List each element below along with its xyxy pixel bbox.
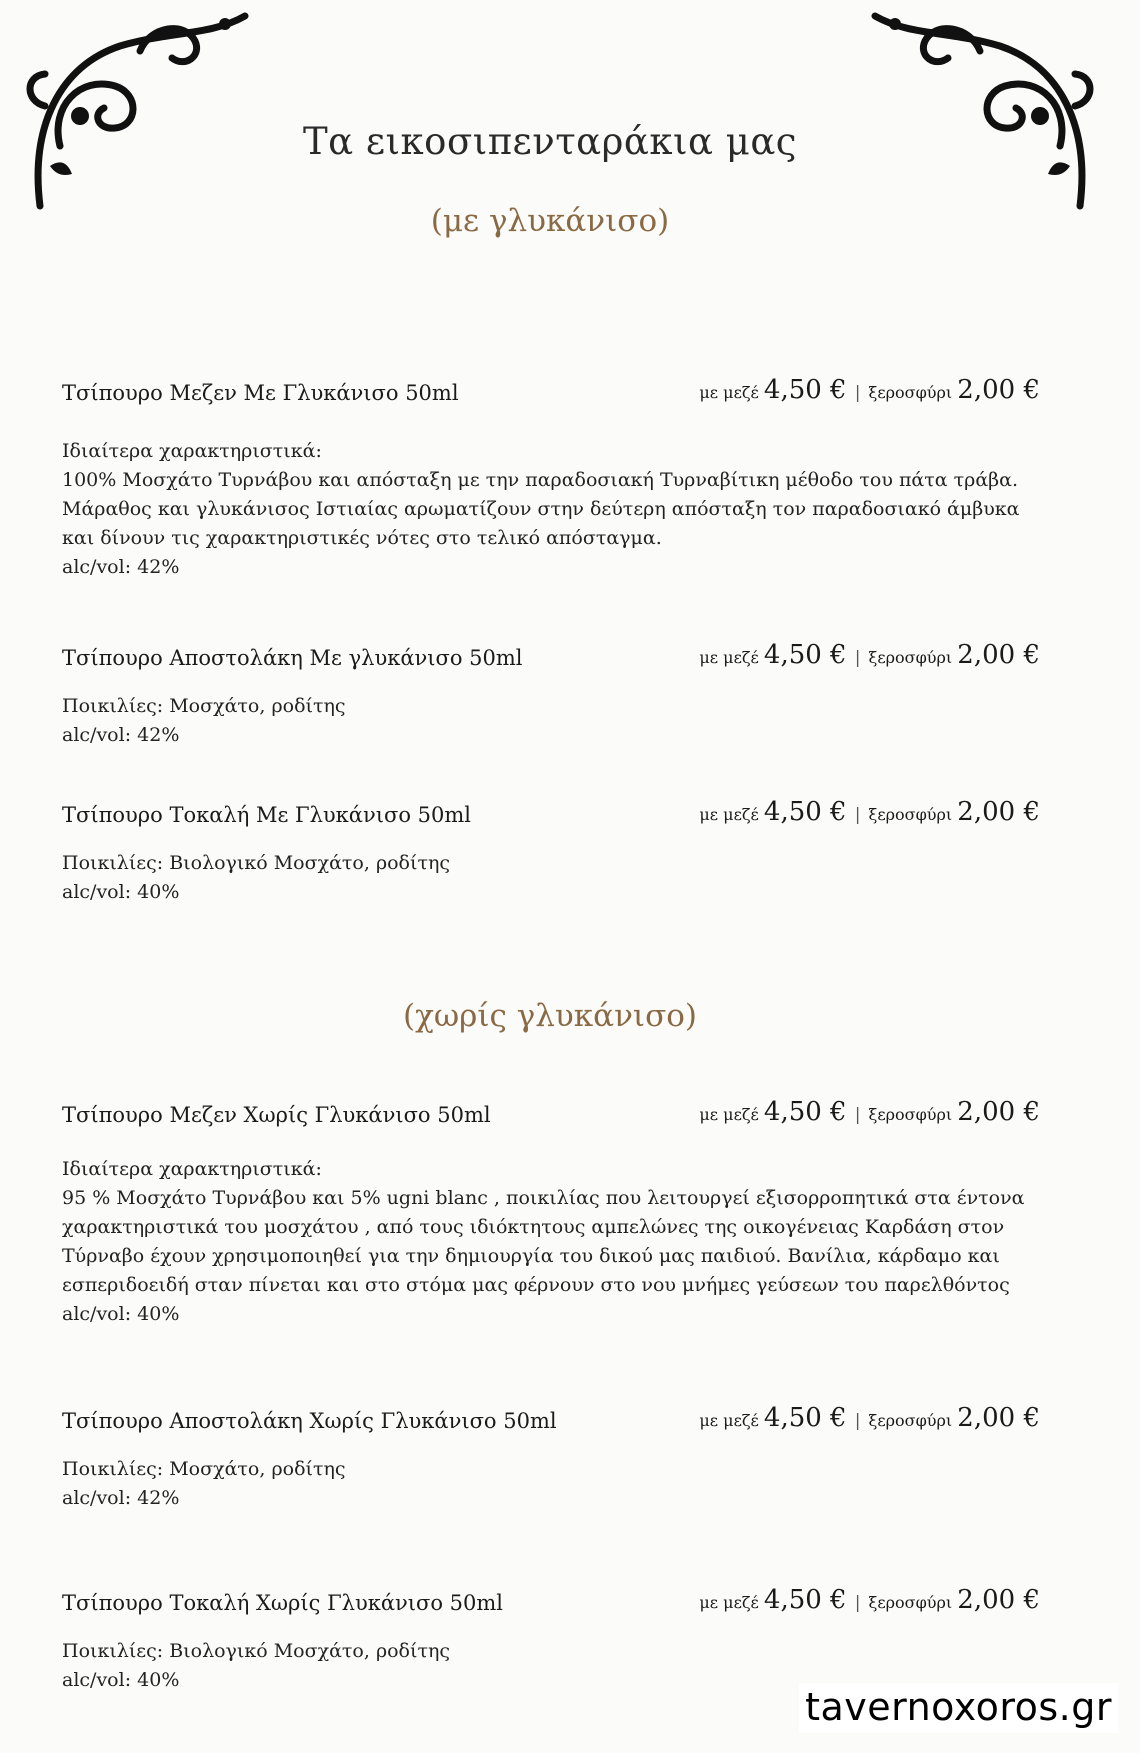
- menu-item: [62, 640, 1040, 750]
- price-label-dry: ξεροσφύρι: [868, 805, 953, 824]
- price-meze: 4,50 €: [763, 1585, 847, 1615]
- details-text: Μοσχάτο, ροδίτης: [169, 1458, 346, 1480]
- section-heading-with-anise: (με γλυκάνισο): [430, 203, 670, 239]
- page-title: Τα εικοσιπενταράκια μας: [302, 120, 798, 163]
- item-details: [62, 849, 1040, 907]
- alc-vol: alc/vol: 40%: [62, 881, 180, 903]
- details-label: Ιδιαίτερα χαρακτηριστικά:: [62, 440, 322, 462]
- price-meze: 4,50 €: [763, 375, 847, 405]
- price-label-meze: με μεζέ: [699, 1105, 759, 1124]
- price-meze: 4,50 €: [763, 1403, 847, 1433]
- item-price: [699, 640, 1040, 670]
- details-text: 95 % Μοσχάτο Τυρνάβου και 5% ugni blanc , ποικιλίας που λειτουργεί εξισορροπητικά στα έντονα χαρακτηριστικά του μοσχάτου , από τους ιδιόκτητους αμπελώνες της οικογένειας Καρδάση στον Τύρναβο έχουν χρησιμοποιηθεί για την δημιουργία του δικού μας παιδιού. Βανίλια, κάρδαμο και εσπεριδοειδή σταν πίνεται και στο στόμα μας φέρνουν στο νου μνήμες γεύσεων του παρελθόντος: [62, 1187, 1025, 1296]
- price-dry: 2,00 €: [957, 797, 1040, 827]
- item-name: Τσίπουρο Μεζεν Χωρίς Γλυκάνισο 50ml: [62, 1103, 491, 1127]
- price-label-dry: ξεροσφύρι: [868, 1411, 953, 1430]
- price-label-dry: ξεροσφύρι: [868, 1105, 953, 1124]
- alc-vol: alc/vol: 40%: [62, 1303, 180, 1325]
- price-separator: |: [854, 1411, 861, 1431]
- menu-item: [62, 1097, 1040, 1329]
- item-price: [699, 797, 1040, 827]
- price-label-meze: με μεζέ: [699, 383, 759, 402]
- details-label: Ποικιλίες:: [62, 1640, 164, 1662]
- alc-vol: alc/vol: 40%: [62, 1669, 180, 1691]
- price-label-meze: με μεζέ: [699, 1411, 759, 1430]
- price-dry: 2,00 €: [957, 375, 1040, 405]
- details-text: Βιολογικό Μοσχάτο, ροδίτης: [169, 1640, 450, 1662]
- price-dry: 2,00 €: [957, 640, 1040, 670]
- price-separator: |: [854, 805, 861, 825]
- item-name: Τσίπουρο Τοκαλή Με Γλυκάνισο 50ml: [62, 803, 471, 827]
- item-name: Τσίπουρο Τοκαλή Χωρίς Γλυκάνισο 50ml: [62, 1591, 504, 1615]
- price-label-meze: με μεζέ: [699, 805, 759, 824]
- menu-item: [62, 1585, 1040, 1695]
- corner-ornament-right: [860, 6, 1100, 226]
- item-price: [699, 1585, 1040, 1615]
- price-meze: 4,50 €: [763, 640, 847, 670]
- item-price: [699, 375, 1040, 405]
- price-separator: |: [854, 1105, 861, 1125]
- price-separator: |: [854, 648, 861, 668]
- site-watermark: tavernoxoros.gr: [799, 1683, 1118, 1733]
- alc-vol: alc/vol: 42%: [62, 556, 180, 578]
- price-dry: 2,00 €: [957, 1403, 1040, 1433]
- price-dry: 2,00 €: [957, 1097, 1040, 1127]
- price-label-dry: ξεροσφύρι: [868, 1593, 953, 1612]
- item-details: [62, 1455, 1040, 1513]
- price-separator: |: [854, 1593, 861, 1613]
- alc-vol: alc/vol: 42%: [62, 724, 180, 746]
- menu-item: [62, 1403, 1040, 1513]
- details-text: Μοσχάτο, ροδίτης: [169, 695, 346, 717]
- details-label: Ποικιλίες:: [62, 1458, 164, 1480]
- details-label: Ιδιαίτερα χαρακτηριστικά:: [62, 1158, 322, 1180]
- section-heading-without-anise: (χωρίς γλυκάνισο): [402, 998, 697, 1034]
- details-text: Βιολογικό Μοσχάτο, ροδίτης: [169, 852, 450, 874]
- price-meze: 4,50 €: [763, 797, 847, 827]
- details-label: Ποικιλίες:: [62, 852, 164, 874]
- menu-item: [62, 375, 1040, 582]
- price-label-meze: με μεζέ: [699, 648, 759, 667]
- item-name: Τσίπουρο Αποστολάκη Χωρίς Γλυκάνισο 50ml: [62, 1409, 557, 1433]
- corner-ornament-left: [20, 6, 260, 226]
- price-separator: |: [854, 383, 861, 403]
- item-details: [62, 1155, 1040, 1329]
- price-meze: 4,50 €: [763, 1097, 847, 1127]
- price-dry: 2,00 €: [957, 1585, 1040, 1615]
- details-text: 100% Μοσχάτο Τυρνάβου και απόσταξη με την παραδοσιακή Τυρναβίτικη μέθοδο του πάτα τράβα. Μάραθος και γλυκάνισος Ιστιαίας αρωματίζουν στην δεύτερη απόσταξη τον παραδοσιακό άμβυκα και δίνουν τις χαρακτηριστικές νότες στο τελικό απόσταγμα.: [62, 469, 1020, 549]
- price-label-dry: ξεροσφύρι: [868, 648, 953, 667]
- item-name: Τσίπουρο Μεζεν Με Γλυκάνισο 50ml: [62, 381, 459, 405]
- item-name: Τσίπουρο Αποστολάκη Με γλυκάνισο 50ml: [62, 646, 523, 670]
- price-label-meze: με μεζέ: [699, 1593, 759, 1612]
- menu-item: [62, 797, 1040, 907]
- item-details: [62, 692, 1040, 750]
- item-price: [699, 1403, 1040, 1433]
- item-details: [62, 437, 1040, 582]
- alc-vol: alc/vol: 42%: [62, 1487, 180, 1509]
- details-label: Ποικιλίες:: [62, 695, 164, 717]
- price-label-dry: ξεροσφύρι: [868, 383, 953, 402]
- item-price: [699, 1097, 1040, 1127]
